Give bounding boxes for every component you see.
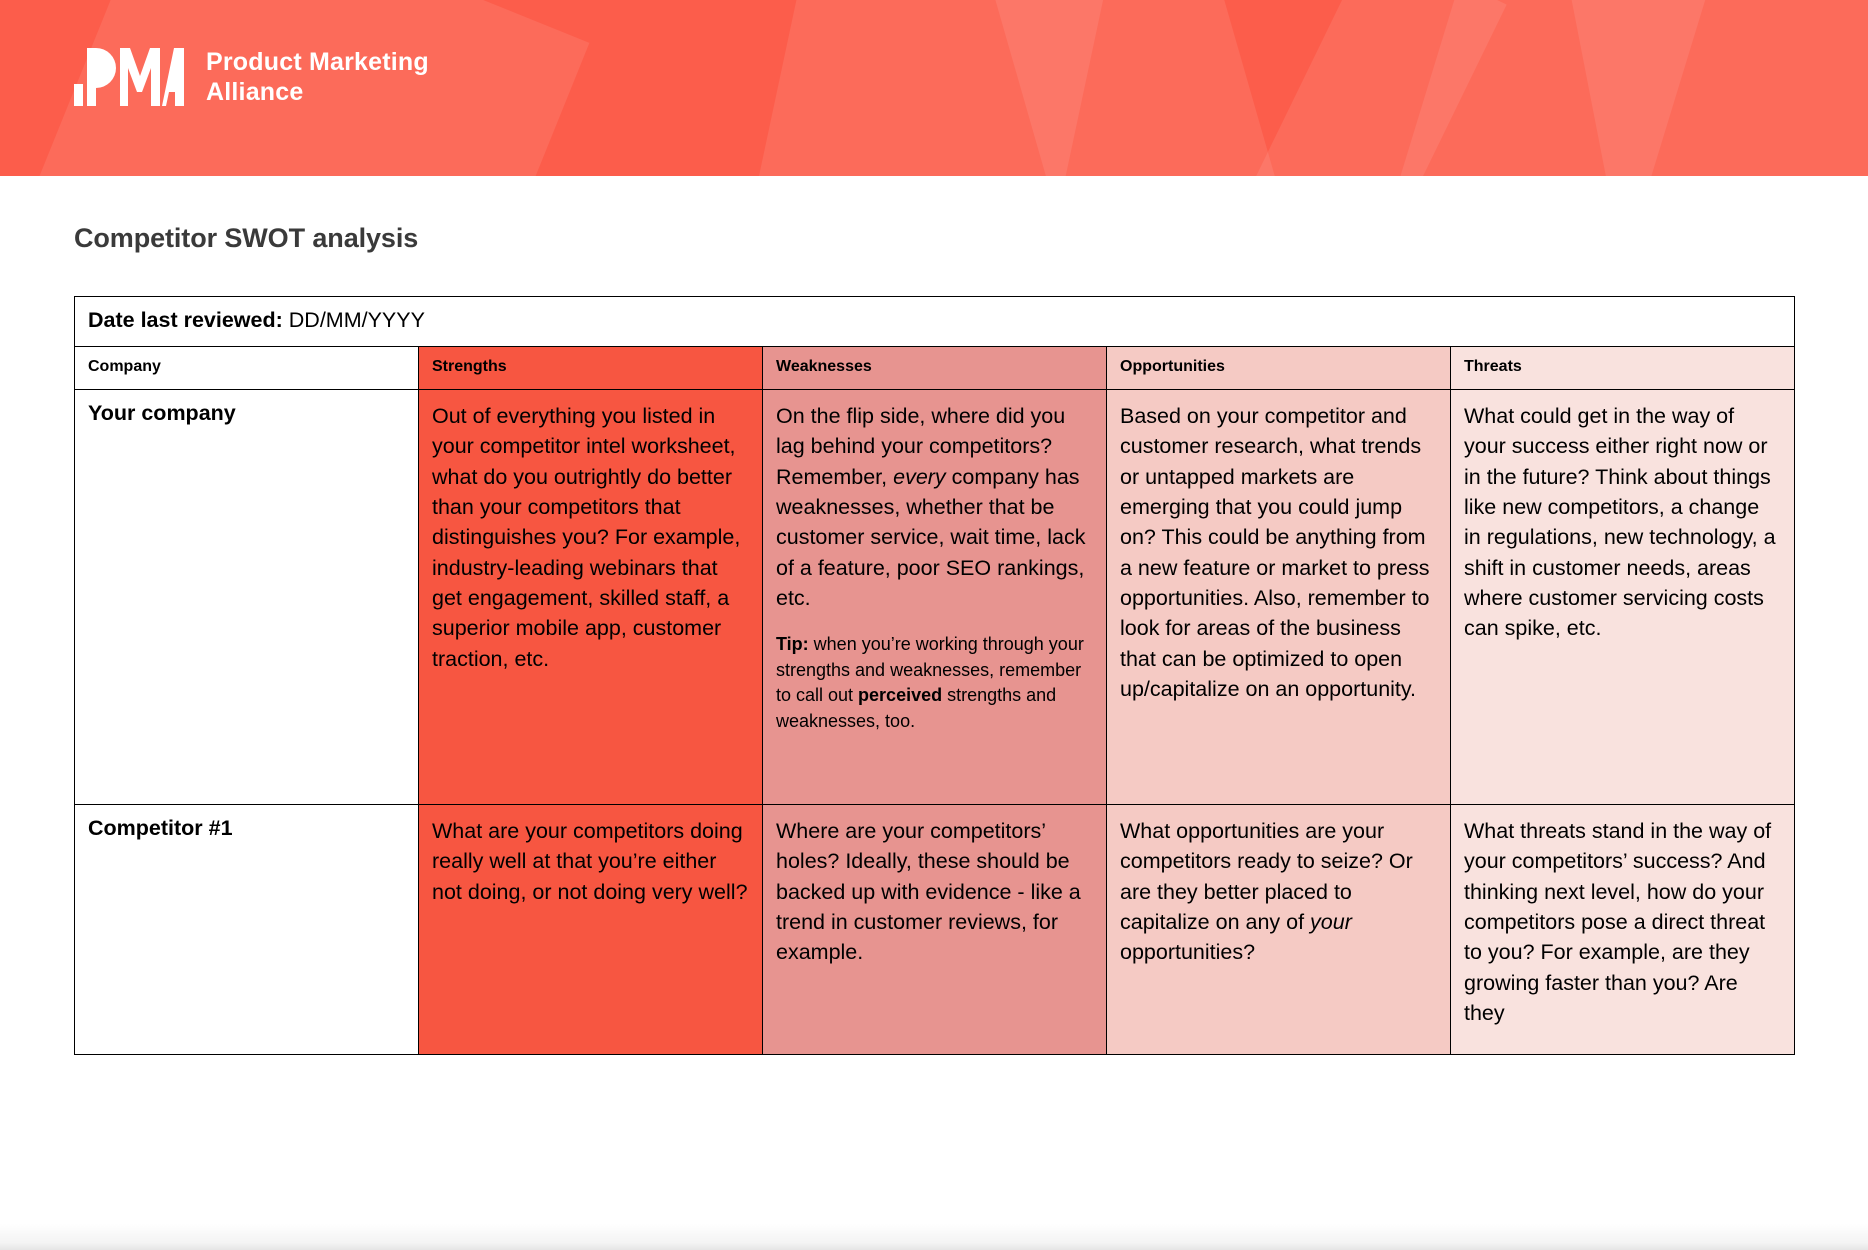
opportunities-text-b: opportunities? bbox=[1120, 940, 1256, 965]
column-header-row bbox=[75, 347, 1795, 390]
cell-text: What could get in the way of your success either right now or in the future? Think about things like new competitors, a change in regulations, new technology, a shift in customer needs, areas where customer servicing costs can spike, etc. bbox=[1464, 404, 1776, 641]
cell-strengths-your-company[interactable] bbox=[419, 390, 763, 805]
page-bottom-fade bbox=[0, 1224, 1868, 1250]
pma-monogram-icon bbox=[74, 46, 184, 108]
tip-text-b: strengths and weaknesses, too. bbox=[776, 685, 1057, 731]
cell-text: Out of everything you listed in your competitor intel worksheet, what do you outrightly do better than your competitors that distinguishes you? For example, industry-leading webinars that get engagement, skilled staff, a superior mobile app, customer traction, etc. bbox=[432, 404, 741, 671]
cell-weaknesses-your-company[interactable] bbox=[763, 390, 1107, 805]
brand-line-1: Product Marketing bbox=[206, 47, 429, 76]
cell-threats-your-company[interactable] bbox=[1451, 390, 1795, 805]
cell-text: What are your competitors doing really well at that you’re either not doing, or not doing very well? bbox=[432, 819, 748, 904]
pma-logo-text bbox=[206, 47, 429, 108]
column-header-opportunities: Opportunities bbox=[1107, 347, 1451, 390]
column-header-threats: Threats bbox=[1451, 347, 1795, 390]
column-header-company: Company bbox=[75, 347, 419, 390]
row-label-competitor-1[interactable]: Competitor #1 bbox=[75, 805, 419, 1055]
tip-emphasis: perceived bbox=[858, 685, 943, 706]
table-row bbox=[75, 805, 1795, 1055]
date-value[interactable]: DD/MM/YYYY bbox=[288, 308, 425, 332]
tip-text-a: when you’re working through your strengths and weaknesses, remember to call out bbox=[776, 634, 1084, 706]
cell-text: Based on your competitor and customer research, what trends or untapped markets are emerging that you could jump on? This could be anything from a new feature or market to press opportunities. Also, remember to look for areas of the business that can be optimized to open up/capitalize on an opportunity. bbox=[1120, 404, 1430, 701]
row-label-your-company[interactable]: Your company bbox=[75, 390, 419, 805]
cell-threats-competitor-1[interactable] bbox=[1451, 805, 1795, 1055]
cell-text: What threats stand in the way of your competitors’ success? And thinking next level, how do your competitors pose a direct threat to you? For example, are they growing faster than you? Are they bbox=[1464, 819, 1772, 1025]
cell-opportunities-competitor-1[interactable] bbox=[1107, 805, 1451, 1055]
cell-text bbox=[776, 401, 1093, 613]
cell-opportunities-your-company[interactable] bbox=[1107, 390, 1451, 805]
swot-table bbox=[74, 296, 1795, 1055]
cell-text: Where are your competitors’ holes? Ideally, these should be backed up with evidence - like a trend in customer reviews, for example. bbox=[776, 819, 1081, 965]
opportunities-emphasis: your bbox=[1310, 909, 1352, 934]
date-label: Date last reviewed: bbox=[88, 308, 283, 332]
date-last-reviewed-cell[interactable] bbox=[75, 297, 1795, 347]
cell-tip-text bbox=[776, 632, 1093, 734]
cell-strengths-competitor-1[interactable] bbox=[419, 805, 763, 1055]
pma-logo bbox=[74, 46, 429, 108]
tip-label: Tip: bbox=[776, 634, 809, 655]
weaknesses-text-b: company has weaknesses, whether that be customer service, wait time, lack of a feature, poor SEO rankings, etc. bbox=[776, 464, 1086, 610]
cell-text bbox=[1120, 816, 1437, 968]
page-header-banner bbox=[0, 0, 1868, 176]
cell-weaknesses-competitor-1[interactable] bbox=[763, 805, 1107, 1055]
brand-line-2: Alliance bbox=[206, 78, 304, 106]
weaknesses-text-a: On the flip side, where did you lag behind your competitors? Remember, bbox=[776, 404, 1066, 489]
page-body bbox=[0, 223, 1868, 1055]
date-row bbox=[75, 297, 1795, 347]
column-header-weaknesses: Weaknesses bbox=[763, 347, 1107, 390]
column-header-strengths: Strengths bbox=[419, 347, 763, 390]
weaknesses-emphasis: every bbox=[893, 464, 946, 489]
opportunities-text-a: What opportunities are your competitors ready to seize? Or are they better placed to capitalize on any of bbox=[1120, 819, 1413, 934]
table-row bbox=[75, 390, 1795, 805]
page-title: Competitor SWOT analysis bbox=[74, 223, 419, 253]
